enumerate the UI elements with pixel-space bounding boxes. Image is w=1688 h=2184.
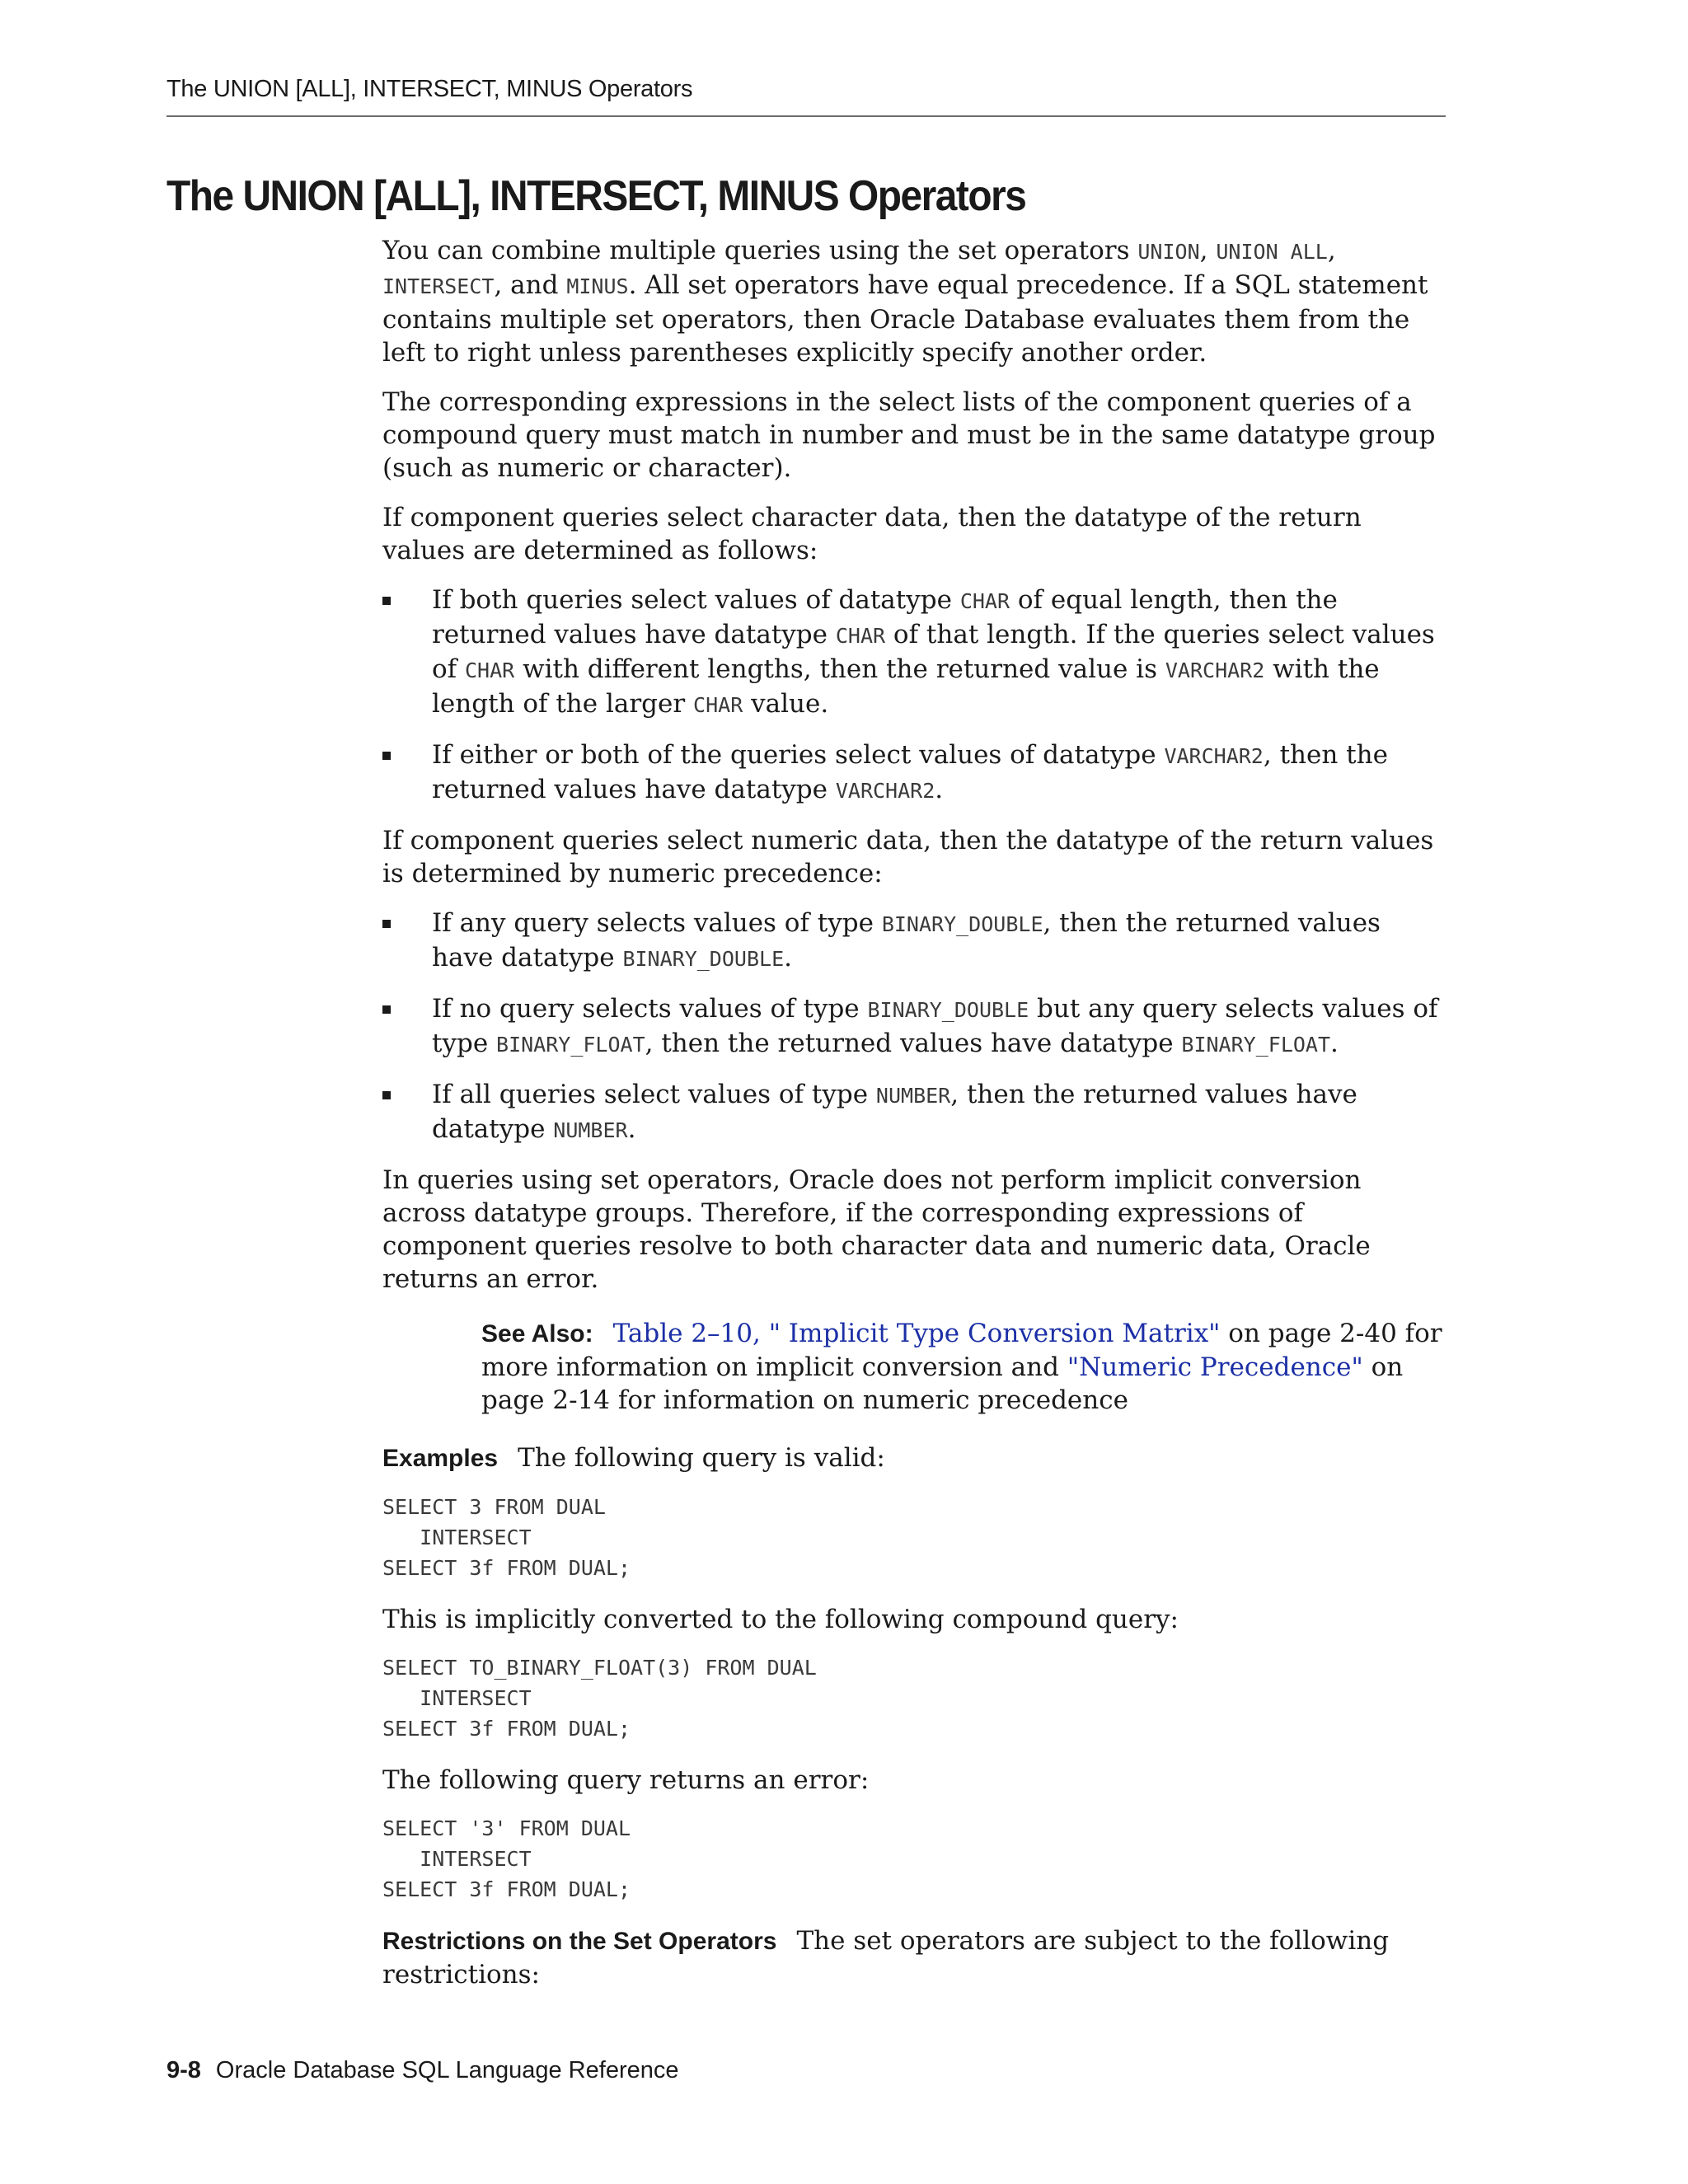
restrictions-paragraph bbox=[382, 1924, 1447, 1991]
code-example-valid bbox=[382, 1492, 1447, 1583]
code-union-all: UNION ALL bbox=[1216, 240, 1328, 264]
text-run: , then the returned values have datatype bbox=[432, 908, 1381, 972]
code-char: CHAR bbox=[693, 693, 743, 717]
code-line: SELECT TO_BINARY_FLOAT(3) FROM DUAL bbox=[382, 1656, 817, 1680]
see-also-label: See Also: bbox=[481, 1320, 593, 1347]
header-rule bbox=[166, 115, 1446, 117]
code-line: INTERSECT bbox=[382, 1847, 532, 1871]
match-paragraph: The corresponding expressions in the select lists of the component queries of a compound query must match in number and must be in the same datatype group (such as numeric or character). bbox=[382, 387, 1436, 483]
text-run: of that length. If the queries select values of bbox=[432, 620, 1435, 684]
intro-paragraph bbox=[382, 234, 1447, 369]
text-run: value. bbox=[743, 689, 829, 719]
list-item bbox=[382, 583, 1447, 722]
text-run: . bbox=[627, 1114, 636, 1144]
code-intersect: INTERSECT bbox=[382, 274, 495, 298]
text-run: , bbox=[1199, 236, 1217, 265]
book-title: Oracle Database SQL Language Reference bbox=[215, 2057, 679, 2083]
text-run: The following query is valid: bbox=[518, 1443, 885, 1473]
restrictions-label: Restrictions on the Set Operators bbox=[382, 1928, 777, 1955]
code-line: SELECT 3f FROM DUAL; bbox=[382, 1877, 631, 1901]
text-run: with different lengths, then the returned value is bbox=[514, 654, 1165, 684]
link-implicit-conversion-matrix[interactable]: Table 2–10, " Implicit Type Conversion Matrix" bbox=[612, 1319, 1221, 1348]
num-bullet-list bbox=[382, 907, 1447, 1147]
text-run: on page 2-40 for more information on implicit conversion and bbox=[481, 1319, 1442, 1382]
code-line: SELECT 3f FROM DUAL; bbox=[382, 1556, 631, 1580]
text-run: , then the returned values have datatype bbox=[645, 1029, 1182, 1058]
list-item bbox=[382, 907, 1447, 976]
code-binary-float: BINARY_FLOAT bbox=[1181, 1033, 1331, 1057]
list-item bbox=[382, 738, 1447, 808]
page-footer bbox=[166, 2057, 679, 2084]
page-number: 9-8 bbox=[166, 2057, 201, 2083]
text-run: but any query selects values of type bbox=[432, 994, 1438, 1058]
text-run: on page 2-14 for information on numeric precedence bbox=[481, 1352, 1404, 1415]
code-number: NUMBER bbox=[553, 1118, 628, 1142]
text-run: If both queries select values of datatype bbox=[432, 585, 960, 615]
text-run: You can combine multiple queries using the set operators bbox=[382, 236, 1138, 265]
code-binary-double: BINARY_DOUBLE bbox=[622, 947, 785, 971]
code-varchar2: VARCHAR2 bbox=[1165, 658, 1265, 682]
code-line: INTERSECT bbox=[382, 1686, 532, 1710]
main-content bbox=[382, 234, 1447, 2008]
char-bullet-list bbox=[382, 583, 1447, 808]
code-union: UNION bbox=[1137, 240, 1200, 264]
code-line: INTERSECT bbox=[382, 1526, 532, 1549]
text-run: of equal length, then the returned values have datatype bbox=[432, 585, 1338, 649]
page-title: The UNION [ALL], INTERSECT, MINUS Operators bbox=[166, 172, 1026, 220]
code-binary-double: BINARY_DOUBLE bbox=[881, 912, 1043, 936]
code-varchar2: VARCHAR2 bbox=[1164, 744, 1264, 768]
text-run: If all queries select values of type bbox=[432, 1080, 876, 1109]
examples-paragraph bbox=[382, 1441, 1447, 1475]
code-minus: MINUS bbox=[566, 274, 629, 298]
text-run: . bbox=[1330, 1029, 1339, 1058]
code-binary-double: BINARY_DOUBLE bbox=[867, 998, 1029, 1022]
text-run: . bbox=[784, 943, 792, 972]
examples-label: Examples bbox=[382, 1445, 499, 1472]
code-char: CHAR bbox=[835, 624, 886, 648]
code-line: SELECT 3f FROM DUAL; bbox=[382, 1717, 631, 1741]
code-binary-float: BINARY_FLOAT bbox=[496, 1033, 645, 1057]
see-also-note bbox=[481, 1317, 1447, 1417]
text-run: , then the returned values have datatype bbox=[432, 1080, 1357, 1144]
code-example-converted bbox=[382, 1652, 1447, 1744]
text-run: If any query selects values of type bbox=[432, 908, 882, 938]
text-run: If no query selects values of type bbox=[432, 994, 868, 1024]
text-run: with the length of the larger bbox=[432, 654, 1380, 719]
code-line: SELECT 3 FROM DUAL bbox=[382, 1495, 606, 1519]
num-intro-paragraph: If component queries select numeric data, then the datatype of the return values is determined by numeric precedence: bbox=[382, 826, 1434, 888]
text-run: , bbox=[1327, 236, 1336, 265]
list-item bbox=[382, 1078, 1447, 1147]
char-intro-paragraph: If component queries select character data, then the datatype of the return values are determined as follows: bbox=[382, 503, 1362, 565]
converted-paragraph: This is implicitly converted to the following compound query: bbox=[382, 1605, 1179, 1634]
list-item bbox=[382, 992, 1447, 1062]
text-run: . bbox=[935, 775, 944, 804]
code-example-error bbox=[382, 1813, 1447, 1905]
text-run: The set operators are subject to the following restrictions: bbox=[382, 1926, 1390, 1990]
text-run: , then the returned values have datatype bbox=[432, 740, 1388, 804]
text-run: , and bbox=[494, 270, 567, 300]
text-run: If either or both of the queries select values of datatype bbox=[432, 740, 1165, 770]
running-header: The UNION [ALL], INTERSECT, MINUS Operators bbox=[166, 76, 693, 102]
code-char: CHAR bbox=[959, 589, 1010, 613]
code-varchar2: VARCHAR2 bbox=[835, 779, 935, 803]
link-numeric-precedence[interactable]: "Numeric Precedence" bbox=[1067, 1352, 1363, 1382]
error-paragraph: The following query returns an error: bbox=[382, 1765, 870, 1795]
code-char: CHAR bbox=[465, 658, 515, 682]
conversion-paragraph: In queries using set operators, Oracle does not perform implicit conversion across datatype groups. Therefore, if the corresponding expressions of component queries resolve to both character data and numeric data, Oracle returns an error. bbox=[382, 1165, 1371, 1294]
code-line: SELECT '3' FROM DUAL bbox=[382, 1816, 631, 1840]
code-number: NUMBER bbox=[875, 1084, 951, 1108]
text-run: . All set operators have equal precedence. If a SQL statement contains multiple set operators, then Oracle Database evaluates them from the left to right unless parentheses explicitly specify another order. bbox=[382, 270, 1428, 368]
